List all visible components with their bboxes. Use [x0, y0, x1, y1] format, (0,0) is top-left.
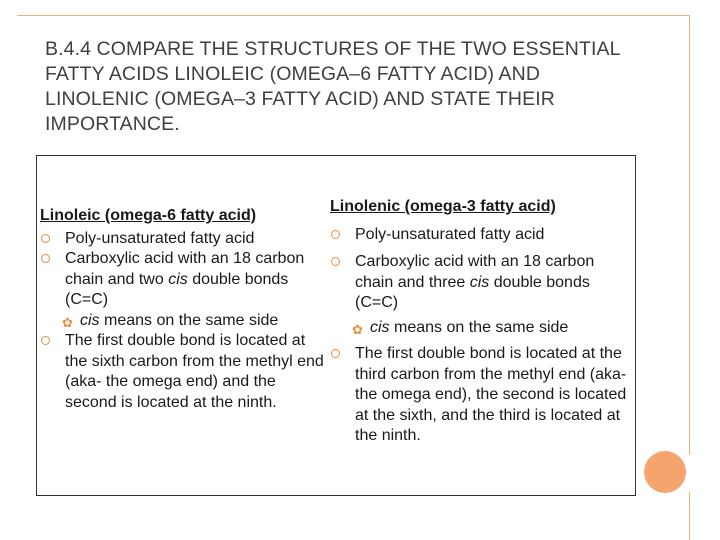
right-sub-bullet: ✿ cis means on the same side	[330, 318, 630, 339]
bullet-sun-icon: ✿	[352, 321, 363, 337]
right-column	[330, 197, 630, 447]
left-column	[40, 206, 330, 413]
frame-top-line	[17, 15, 689, 16]
right-bullet-3: The first double bond is located at the third carbon from the methyl end (aka- the omega end), the second is located at the sixth, and the third is located at the ninth.	[330, 344, 630, 447]
left-sub-bullet: ✿ cis means on the same side	[40, 311, 330, 332]
left-bullet-1: Poly-unsaturated fatty acid	[40, 229, 330, 250]
left-bullet-2: Carboxylic acid with an 18 carbon chain and two cis double bonds (C=C)	[40, 249, 330, 311]
bullet-sun-icon: ✿	[62, 314, 73, 330]
right-bullet-2: Carboxylic acid with an 18 carbon chain and three cis double bonds (C=C)	[330, 252, 630, 314]
frame-right-line-lower	[689, 492, 690, 540]
left-bullet-3: The first double bond is located at the sixth carbon from the methyl end (aka- the omega end) and the second is located at the ninth.	[40, 331, 330, 413]
right-heading: Linolenic (omega-3 fatty acid)	[330, 198, 556, 215]
bullet-circle-icon	[331, 257, 340, 266]
bullet-circle-icon	[41, 234, 50, 243]
bullet-circle-icon	[41, 336, 50, 345]
bullet-circle-icon	[41, 254, 50, 263]
right-bullet-1: Poly-unsaturated fatty acid	[330, 225, 630, 246]
bullet-circle-icon	[331, 230, 340, 239]
left-heading: Linoleic (omega-6 fatty acid)	[40, 207, 257, 224]
slide-title: B.4.4 COMPARE THE STRUCTURES OF THE TWO ESSENTIAL FATTY ACIDS LINOLEIC (OMEGA–6 FATTY ACID) AND LINOLENIC (OMEGA–3 FATTY ACID) AND STATE THEIR IMPORTANCE.	[45, 38, 620, 135]
accent-circle	[644, 451, 686, 493]
frame-right-line	[689, 15, 690, 455]
bullet-circle-icon	[331, 349, 340, 358]
